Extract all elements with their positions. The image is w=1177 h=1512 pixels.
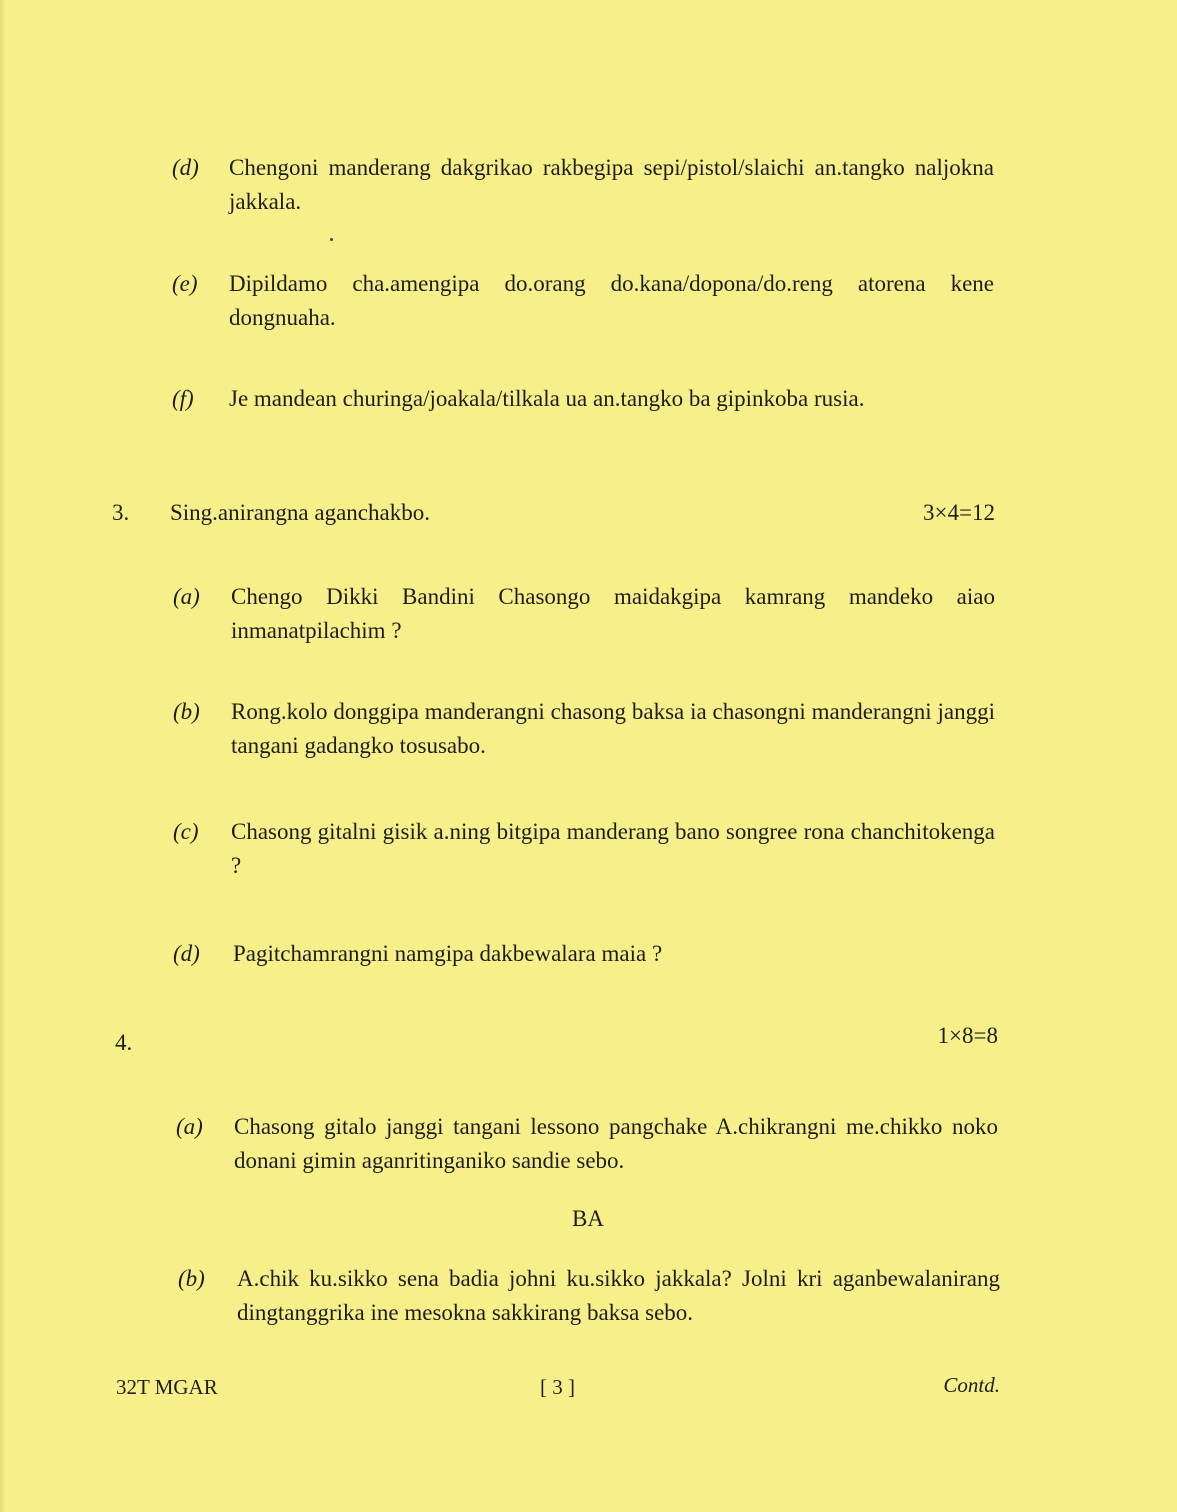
item-label: (a)	[173, 584, 200, 609]
question-marks: 3×4=12	[923, 500, 995, 525]
item-text: Pagitchamrangni namgipa dakbewalara maia ?	[233, 941, 663, 966]
item-label: (d)	[172, 155, 199, 180]
page-number: [ 3 ]	[540, 1375, 575, 1399]
question-number: 4.	[115, 1030, 133, 1055]
stray-mark	[330, 238, 333, 241]
item-text: Je mandean churinga/joakala/tilkala ua an.tangko ba gipinkoba rusia.	[229, 386, 865, 411]
item-label: (b)	[173, 699, 200, 724]
item-label: (d)	[173, 941, 200, 966]
continued-label: Contd.	[943, 1373, 1000, 1397]
item-label: (b)	[178, 1266, 205, 1291]
item-label: (a)	[176, 1114, 203, 1139]
question-number: 3.	[112, 500, 130, 525]
item-text: A.chik ku.sikko sena badia johni ku.sikko jakkala? Jolni kri aganbewalanirang dingtanggrika ine mesokna sakkirang baksa sebo.	[237, 1266, 1000, 1325]
item-text: Chengoni manderang dakgrikao rakbegipa sepi/pistol/slaichi an.tangko naljokna jakkala.	[229, 155, 994, 214]
alternative-separator: BA	[572, 1206, 604, 1231]
item-text: Chasong gitalni gisik a.ning bitgipa manderang bano songree rona chanchitokenga ?	[231, 819, 995, 878]
item-label: (f)	[172, 386, 194, 411]
item-text: Dipildamo cha.amengipa do.orang do.kana/dopona/do.reng atorena kene dongnuaha.	[229, 271, 994, 330]
page-edge	[0, 0, 6, 1512]
question-title: Sing.anirangna aganchakbo.	[170, 500, 430, 525]
item-label: (e)	[172, 271, 198, 296]
item-text: Chasong gitalo janggi tangani lessono pangchake A.chikrangni me.chikko noko donani gimin aganritinganiko sandie sebo.	[234, 1114, 998, 1173]
item-text: Chengo Dikki Bandini Chasongo maidakgipa kamrang mandeko aiao inmanatpilachim ?	[231, 584, 995, 643]
item-text: Rong.kolo donggipa manderangni chasong baksa ia chasongni manderangni janggi tangani gadangko tosusabo.	[231, 699, 995, 758]
item-label: (c)	[173, 819, 199, 844]
paper-code: 32T MGAR	[116, 1375, 218, 1399]
question-marks: 1×8=8	[937, 1023, 998, 1048]
